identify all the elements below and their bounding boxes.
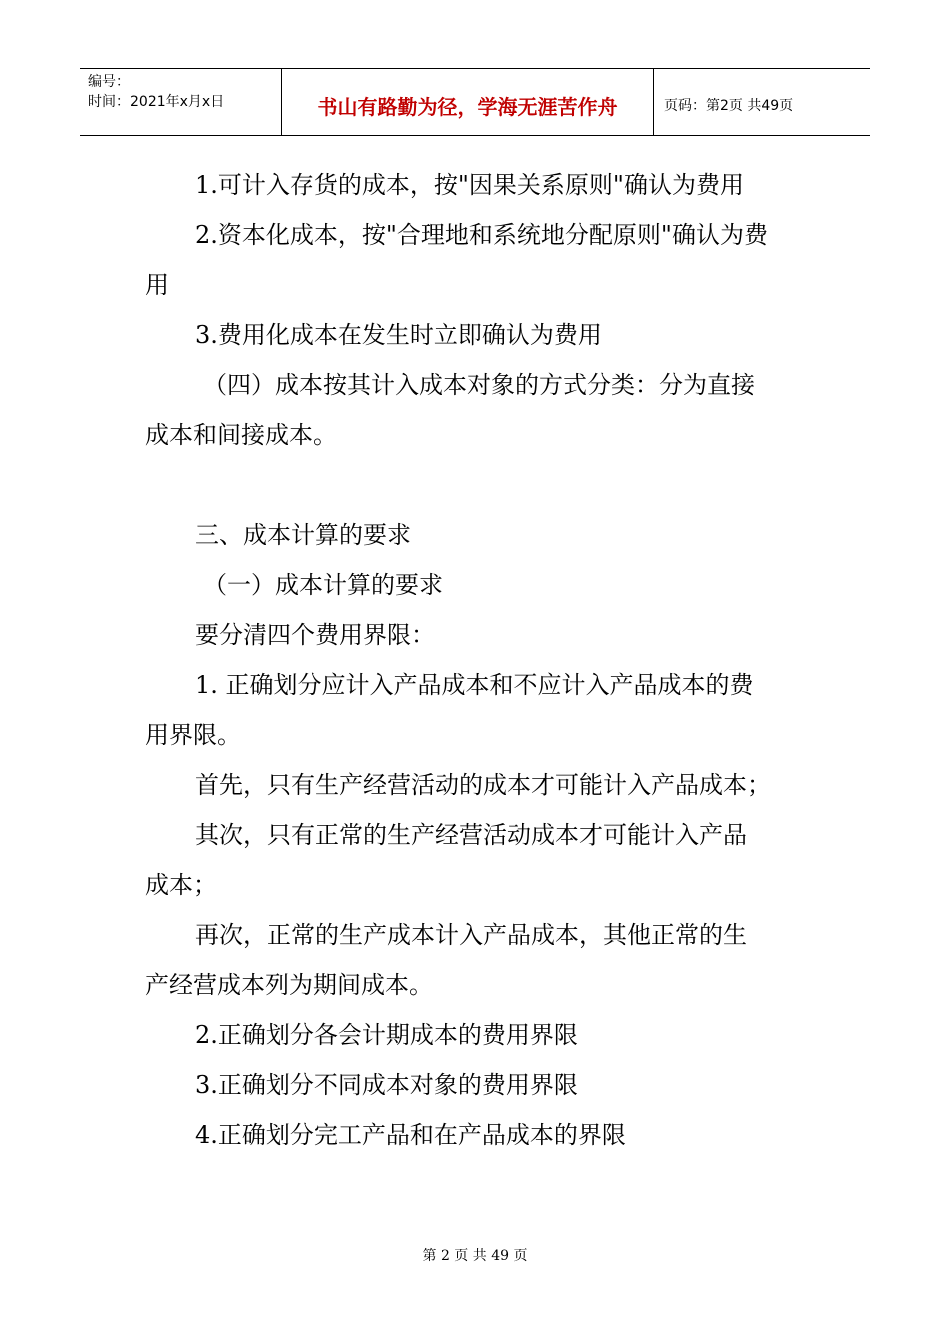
time-label: 时间：2021年x月x日 xyxy=(88,94,225,110)
paragraph: 3.正确划分不同成本对象的费用界限 xyxy=(195,1071,578,1099)
paragraph: 产经营成本列为期间成本。 xyxy=(145,971,433,999)
paragraph: 3.费用化成本在发生时立即确认为费用 xyxy=(195,321,602,349)
paragraph: （四）成本按其计入成本对象的方式分类：分为直接 xyxy=(203,371,755,399)
header-meta xyxy=(80,69,282,135)
page-footer: 第 2 页 共 49 页 xyxy=(422,1248,528,1264)
document-body xyxy=(145,160,810,1160)
paragraph: 2.正确划分各会计期成本的费用界限 xyxy=(195,1021,578,1049)
paragraph: 用 xyxy=(145,271,169,299)
paragraph: 要分清四个费用界限： xyxy=(195,621,435,649)
paragraph: 首先，只有生产经营活动的成本才可能计入产品成本； xyxy=(195,771,771,799)
number-label: 编号： xyxy=(88,74,130,90)
header-page-info: 页码：第2页 共49页 xyxy=(664,98,794,114)
paragraph: 2.资本化成本，按"合理地和系统地分配原则"确认为费 xyxy=(195,221,768,249)
paragraph: 成本； xyxy=(145,871,217,899)
blank-line xyxy=(145,460,810,510)
page-header xyxy=(80,68,870,136)
paragraph: 用界限。 xyxy=(145,721,241,749)
paragraph: 1.可计入存货的成本，按"因果关系原则"确认为费用 xyxy=(195,171,744,199)
section-heading: 三、成本计算的要求 xyxy=(195,521,411,549)
paragraph: 再次，正常的生产成本计入产品成本，其他正常的生 xyxy=(195,921,747,949)
subsection-heading: （一）成本计算的要求 xyxy=(203,571,443,599)
paragraph: 成本和间接成本。 xyxy=(145,421,337,449)
paragraph: 4.正确划分完工产品和在产品成本的界限 xyxy=(195,1121,626,1149)
paragraph: 其次，只有正常的生产经营活动成本才可能计入产品 xyxy=(195,821,747,849)
paragraph: 1. 正确划分应计入产品成本和不应计入产品成本的费 xyxy=(195,671,754,699)
header-motto: 书山有路勤为径，学海无涯苦作舟 xyxy=(282,69,654,135)
